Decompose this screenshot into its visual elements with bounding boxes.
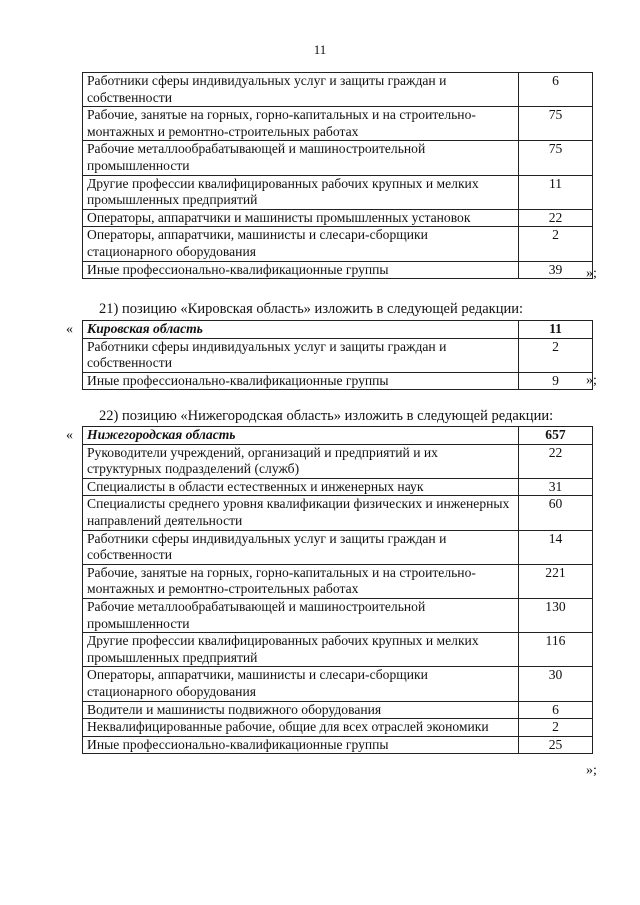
table-row <box>83 209 593 227</box>
table-nizhny-novgorod <box>82 426 593 754</box>
table-header-row <box>83 427 593 445</box>
table-row <box>83 719 593 737</box>
group-name: Руководители учреждений, организаций и предприятий и их структурных подразделений (служб) <box>83 444 519 478</box>
table-row <box>83 701 593 719</box>
group-name: Рабочие металлообрабатывающей и машиностроительной промышленности <box>83 598 519 632</box>
group-name: Операторы, аппаратчики, машинисты и слесари-сборщики стационарного оборудования <box>83 227 519 261</box>
table-row <box>83 141 593 175</box>
table-row <box>83 175 593 209</box>
group-name: Операторы, аппаратчики, машинисты и слесари-сборщики стационарного оборудования <box>83 667 519 701</box>
table-row <box>83 107 593 141</box>
group-value: 6 <box>519 73 593 107</box>
group-name: Рабочие, занятые на горных, горно-капитальных и на строительно-монтажных и ремонтно-строительных работах <box>83 107 519 141</box>
group-name: Другие профессии квалифицированных рабочих крупных и мелких промышленных предприятий <box>83 633 519 667</box>
region-name: Кировская область <box>83 321 519 339</box>
group-name: Водители и машинисты подвижного оборудования <box>83 701 519 719</box>
table-body <box>83 427 593 754</box>
group-value: 130 <box>519 598 593 632</box>
group-name: Иные профессионально-квалификационные группы <box>83 261 519 279</box>
opening-quote: « <box>66 428 73 443</box>
group-value: 9 <box>519 372 593 390</box>
group-value: 25 <box>519 736 593 754</box>
group-value: 60 <box>519 496 593 530</box>
group-name: Рабочие металлообрабатывающей и машиностроительной промышленности <box>83 141 519 175</box>
group-name: Специалисты в области естественных и инженерных наук <box>83 478 519 496</box>
paragraph-21: 21) позицию «Кировская область» изложить в следующей редакции: <box>99 301 524 317</box>
region-total: 657 <box>519 427 593 445</box>
table-row <box>83 478 593 496</box>
closing-quote: »; <box>586 266 597 281</box>
group-value: 2 <box>519 719 593 737</box>
table-body <box>83 321 593 390</box>
table-row <box>83 736 593 754</box>
table-row <box>83 444 593 478</box>
group-name: Работники сферы индивидуальных услуг и защиты граждан и собственности <box>83 338 519 372</box>
table-row <box>83 338 593 372</box>
table-row <box>83 372 593 390</box>
group-value: 39 <box>519 261 593 279</box>
group-name: Неквалифицированные рабочие, общие для всех отраслей экономики <box>83 719 519 737</box>
group-value: 14 <box>519 530 593 564</box>
table-row <box>83 530 593 564</box>
group-name: Рабочие, занятые на горных, горно-капитальных и на строительно-монтажных и ремонтно-строительных работах <box>83 564 519 598</box>
paragraph-22: 22) позицию «Нижегородская область» изложить в следующей редакции: <box>99 408 554 424</box>
table-row <box>83 633 593 667</box>
group-value: 22 <box>519 444 593 478</box>
table-row <box>83 598 593 632</box>
closing-quote: »; <box>586 763 597 778</box>
opening-quote: « <box>66 322 73 337</box>
table-row <box>83 496 593 530</box>
table-row <box>83 564 593 598</box>
group-name: Работники сферы индивидуальных услуг и защиты граждан и собственности <box>83 530 519 564</box>
group-value: 2 <box>519 338 593 372</box>
region-name: Нижегородская область <box>83 427 519 445</box>
group-value: 75 <box>519 107 593 141</box>
group-value: 6 <box>519 701 593 719</box>
table-continuation <box>82 72 593 279</box>
table-row <box>83 667 593 701</box>
group-name: Специалисты среднего уровня квалификации физических и инженерных направлений деятельности <box>83 496 519 530</box>
page-number: 11 <box>313 42 327 57</box>
table-row <box>83 261 593 279</box>
group-name: Работники сферы индивидуальных услуг и защиты граждан и собственности <box>83 73 519 107</box>
table-kirov <box>82 320 593 390</box>
closing-quote: »; <box>586 373 597 388</box>
table-header-row <box>83 321 593 339</box>
group-name: Операторы, аппаратчики и машинисты промышленных установок <box>83 209 519 227</box>
group-value: 221 <box>519 564 593 598</box>
group-value: 75 <box>519 141 593 175</box>
group-value: 116 <box>519 633 593 667</box>
group-name: Иные профессионально-квалификационные группы <box>83 372 519 390</box>
table-row <box>83 227 593 261</box>
region-total: 11 <box>519 321 593 339</box>
group-name: Иные профессионально-квалификационные группы <box>83 736 519 754</box>
group-value: 11 <box>519 175 593 209</box>
group-value: 22 <box>519 209 593 227</box>
table-body <box>83 73 593 279</box>
group-value: 31 <box>519 478 593 496</box>
table-row <box>83 73 593 107</box>
group-value: 30 <box>519 667 593 701</box>
group-value: 2 <box>519 227 593 261</box>
group-name: Другие профессии квалифицированных рабочих крупных и мелких промышленных предприятий <box>83 175 519 209</box>
